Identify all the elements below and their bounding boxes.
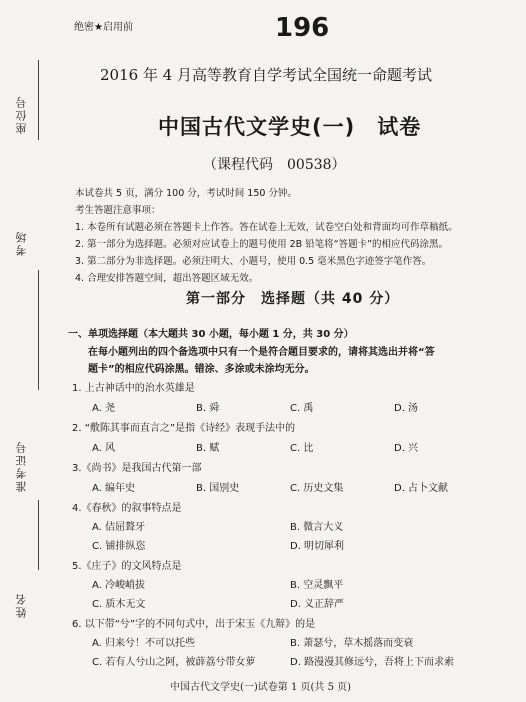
exam-title: 2016 年 4 月高等教育自学考试全国统一命题考试 (100, 66, 433, 84)
option-d: D. 路漫漫其修远兮，吾将上下而求索 (290, 657, 455, 668)
option-d: D. 明切犀利 (290, 541, 345, 552)
course-code: （课程代码 00538） (203, 157, 346, 173)
question-stem: 2. “敷陈其事而直言之”是指《诗经》表现手法中的 (72, 423, 296, 434)
note-item: 3. 第二部分为非选择题。必须注明大、小题号，使用 0.5 毫米黑色字迹签字笔作答。 (75, 256, 432, 267)
option-b: B. 赋 (196, 443, 220, 454)
ticket-number-label: 准考证号 (15, 440, 28, 492)
option-d: D. 义正辞严 (290, 599, 345, 610)
option-b: B. 空灵飘平 (290, 580, 344, 591)
seat-number-label: 座位号 (15, 95, 28, 134)
question-stem: 4.《春秋》的叙事特点是 (72, 503, 182, 514)
paper-code: 196 (275, 13, 330, 43)
option-a: A. 风 (92, 443, 116, 454)
exam-room-label: 考场 (15, 230, 28, 256)
section-title: 一、单项选择题（本大题共 30 小题，每小题 1 分，共 30 分） (68, 329, 354, 340)
option-a: A. 归来兮！不可以托些 (92, 638, 196, 649)
binding-line (38, 500, 39, 570)
page-footer: 中国古代文学史(一)试卷第 1 页(共 5 页) (170, 682, 352, 693)
notes-heading: 考生答题注意事项： (75, 205, 161, 216)
paper-intro: 本试卷共 5 页，满分 100 分，考试时间 150 分钟。 (75, 188, 297, 199)
option-c: C. 禹 (290, 403, 314, 414)
option-a: A. 尧 (92, 403, 116, 414)
question-stem: 5.《庄子》的文风特点是 (72, 561, 182, 572)
name-label: 姓名 (15, 592, 28, 618)
option-c: C. 比 (290, 443, 314, 454)
option-a: A. 编年史 (92, 483, 136, 494)
option-d: D. 兴 (394, 443, 419, 454)
paper-title: 中国古代文学史(一) 试卷 (158, 115, 422, 139)
option-b: B. 萧瑟兮，草木摇落而变衰 (290, 638, 414, 649)
option-c: C. 铺排纵恣 (92, 541, 146, 552)
option-c: C. 若有人兮山之阿，被薜荔兮带女萝 (92, 657, 256, 668)
option-a: A. 佶屈聱牙 (92, 522, 146, 533)
note-item: 1. 本卷所有试题必须在答题卡上作答。答在试卷上无效，试卷空白处和背面均可作草稿纸。 (75, 222, 458, 233)
question-stem: 6. 以下带“兮”字的不同句式中，出于宋玉《九辩》的是 (72, 619, 316, 630)
option-a: A. 冷峻峭拔 (92, 580, 146, 591)
binding-line (38, 270, 39, 390)
note-item: 2. 第一部分为选择题。必须对应试卷上的题号使用 2B 铅笔将“答题卡”的相应代码涂黑。 (75, 239, 449, 250)
question-stem: 3.《尚书》是我国古代第一部 (72, 463, 202, 474)
option-c: C. 质木无文 (92, 599, 146, 610)
instruction-line: 在每小题列出的四个备选项中只有一个是符合题目要求的，请将其选出并将“答 (88, 347, 435, 358)
part-title: 第一部分 选择题（共 40 分） (186, 291, 400, 307)
note-item: 4. 合理安排答题空间，超出答题区域无效。 (75, 273, 259, 284)
option-c: C. 历史文集 (290, 483, 344, 494)
instruction-line: 题卡”的相应代码涂黑。错涂、多涂或未涂均无分。 (88, 364, 315, 375)
binding-line (38, 60, 39, 140)
option-b: B. 微言大义 (290, 522, 344, 533)
option-b: B. 舜 (196, 403, 220, 414)
confidential-mark: 绝密★启用前 (74, 22, 133, 33)
option-b: B. 国别史 (196, 483, 240, 494)
option-d: D. 汤 (394, 403, 419, 414)
question-stem: 1. 上古神话中的治水英雄是 (72, 383, 195, 394)
option-d: D. 占卜文献 (394, 483, 449, 494)
